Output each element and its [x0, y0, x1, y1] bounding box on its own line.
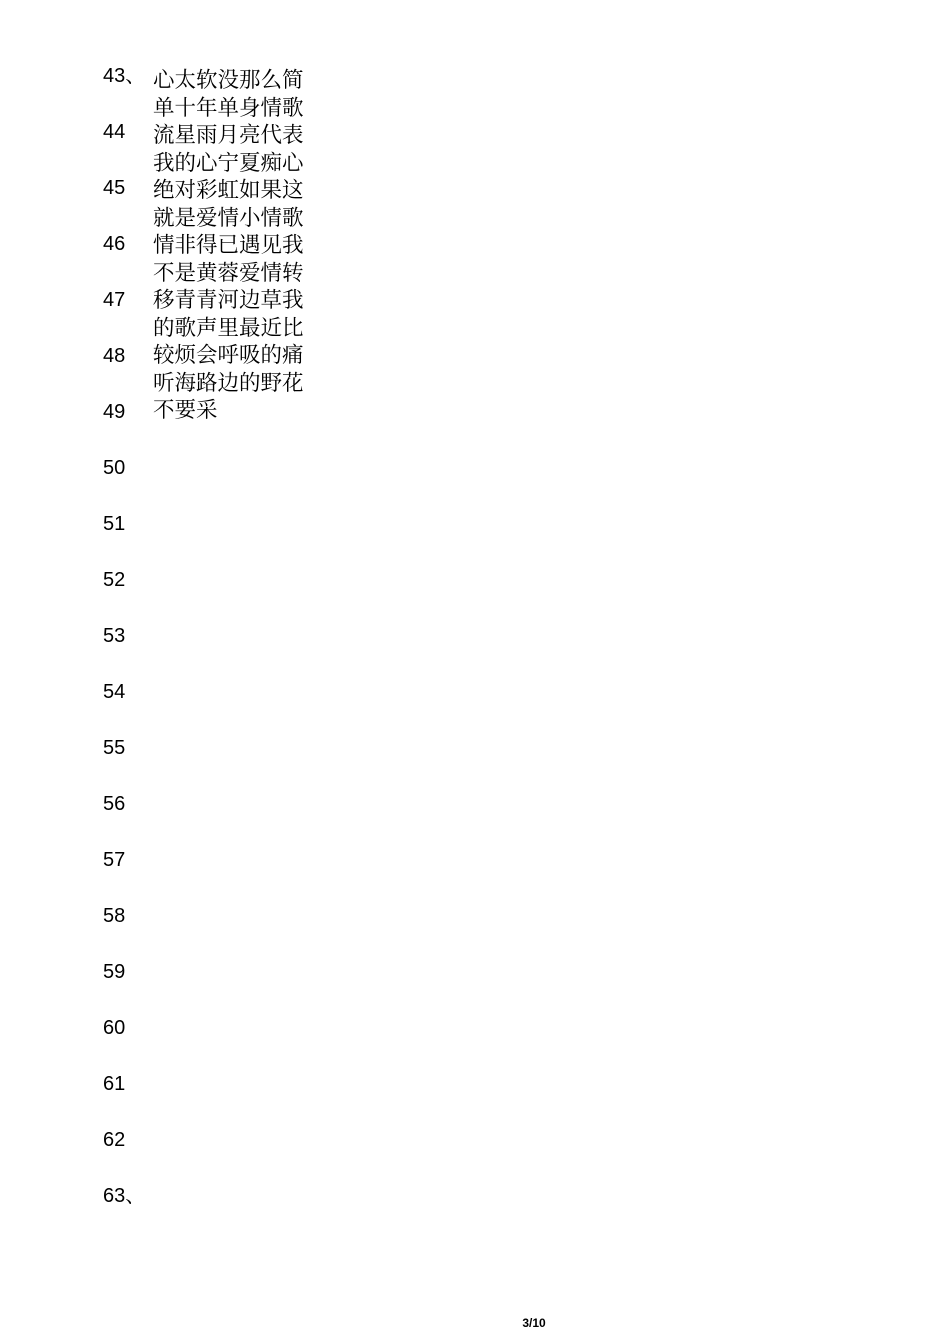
- list-number: 52: [103, 569, 126, 591]
- list-number: 48: [103, 345, 126, 367]
- numbered-list: [103, 62, 145, 1238]
- list-number: 58: [103, 905, 126, 927]
- list-number: 47: [103, 289, 126, 311]
- list-number: 43、: [103, 65, 146, 87]
- list-number: 54: [103, 681, 126, 703]
- list-number: 56: [103, 793, 126, 815]
- list-number: 55: [103, 737, 126, 759]
- page-number: 3/10: [522, 1316, 546, 1330]
- list-number: 44: [103, 121, 126, 143]
- list-number: 57: [103, 849, 126, 871]
- list-number: 45: [103, 177, 126, 199]
- list-number: 50: [103, 457, 126, 479]
- list-number: 60: [103, 1017, 126, 1039]
- song-title-text: 心太软没那么简单十年单身情歌流星雨月亮代表我的心宁夏痴心绝对彩虹如果这就是爱情小情歌情非得已遇见我不是黄蓉爱情转移青青河边草我的歌声里最近比较烦会呼吸的痛听海路边的野花不要采: [153, 68, 304, 423]
- list-number: 62: [103, 1129, 126, 1151]
- list-number: 49: [103, 401, 126, 423]
- list-number: 63、: [103, 1185, 146, 1207]
- list-number: 46: [103, 233, 126, 255]
- list-number: 59: [103, 961, 126, 983]
- list-number: 53: [103, 625, 126, 647]
- list-number: 61: [103, 1073, 126, 1095]
- list-number: 51: [103, 513, 126, 535]
